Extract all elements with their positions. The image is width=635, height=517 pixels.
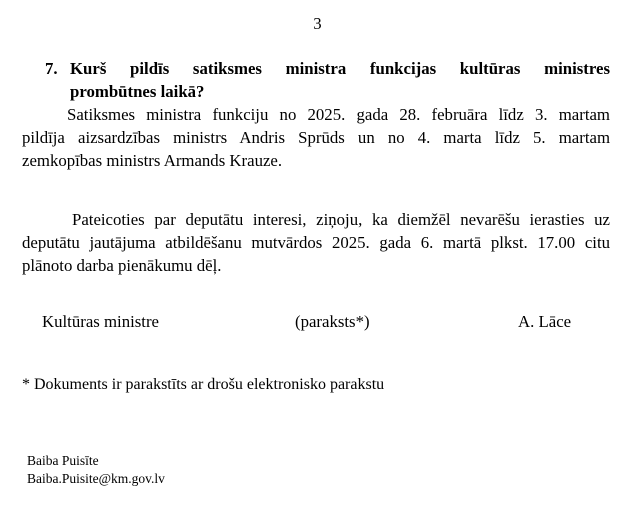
answer-line: pildīja aizsardzības ministrs Andris Sprūds un no 4. marta līdz 5. martam — [22, 128, 610, 147]
question-heading-line-2: prombūtnes laikā? — [70, 82, 205, 101]
contact-email: Baiba.Puisite@km.gov.lv — [27, 471, 165, 486]
answer-line: zemkopības ministrs Armands Krauze. — [22, 151, 283, 170]
contact-info — [27, 452, 165, 488]
answer-line: Satiksmes ministra funkciju no 2025. gada 28. februāra līdz 3. martam — [67, 105, 610, 124]
question-heading-line-1 — [22, 57, 610, 80]
contact-name: Baiba Puisīte — [27, 453, 99, 468]
answer-paragraph — [22, 103, 610, 172]
signature-row — [22, 310, 610, 333]
electronic-signature-footnote: * Dokuments ir parakstīts ar drošu elektronisko parakstu — [22, 376, 385, 393]
notice-paragraph — [22, 208, 610, 277]
question-heading-text: Kurš pildīs satiksmes ministra funkcijas kultūras ministres — [70, 59, 610, 78]
question-number: 7. — [45, 59, 58, 78]
notice-line: deputātu jautājuma atbildēšanu mutvārdos 2025. gada 6. martā plkst. 17.00 citu — [22, 233, 610, 252]
page-number: 3 — [313, 14, 322, 33]
notice-line: Pateicoties par deputātu interesi, ziņoju, ka diemžēl nevarēšu ierasties uz — [72, 210, 610, 229]
question-answer-section — [22, 57, 610, 172]
notice-line: plānoto darba pienākumu dēļ. — [22, 256, 222, 275]
signature-placeholder: (paraksts*) — [295, 312, 370, 331]
signer-title: Kultūras ministre — [42, 312, 159, 331]
signer-name: A. Lāce — [518, 312, 572, 331]
